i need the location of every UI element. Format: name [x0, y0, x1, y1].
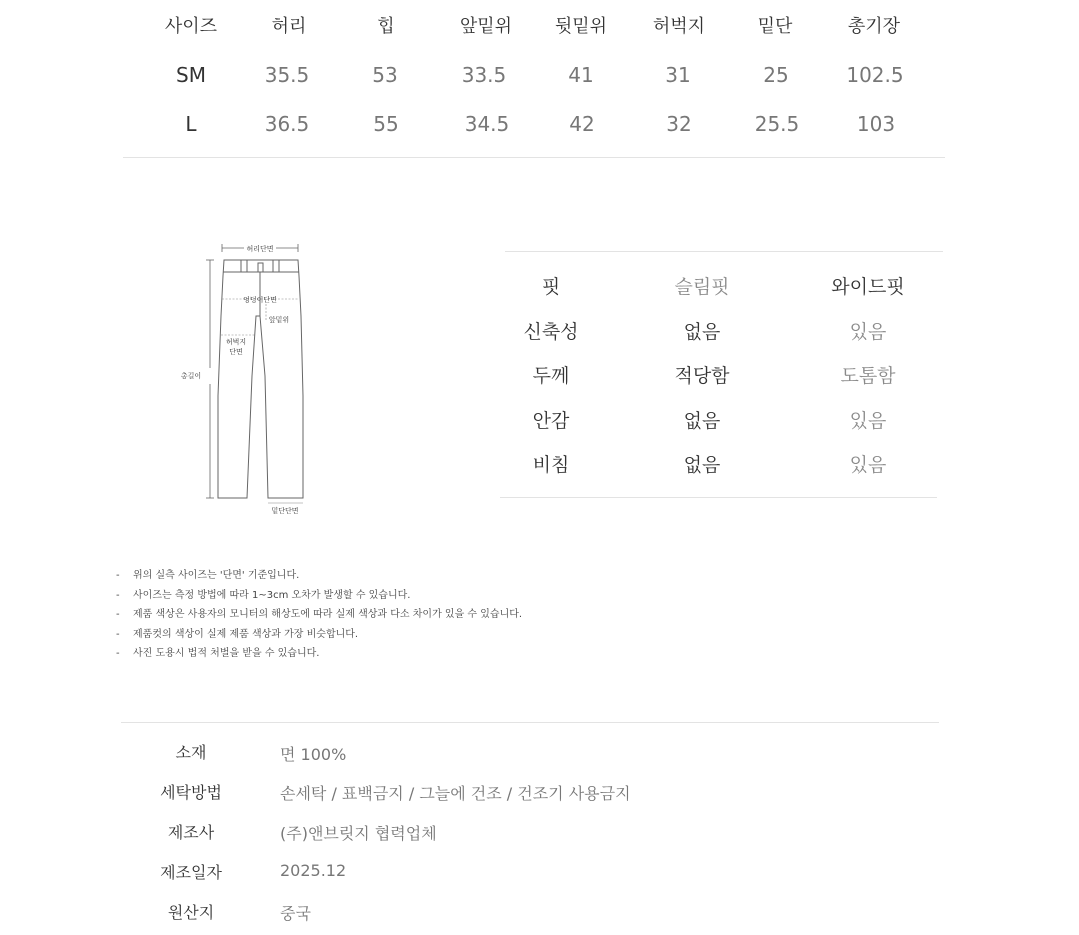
fit-row-label-thickness: 두께: [532, 365, 570, 387]
size-cell-sm-back-rise: 41: [568, 63, 594, 87]
info-label-material: 소재: [175, 743, 207, 762]
note-text: 제품컷의 색상이 실제 제품 색상과 가장 비슷합니다.: [133, 628, 359, 640]
info-label-washing: 세탁방법: [160, 783, 222, 802]
stretch-option-yes: 있음: [849, 321, 887, 343]
info-label-manufacturer: 제조사: [167, 823, 215, 842]
size-cell-l-back-rise: 42: [569, 112, 595, 136]
info-label-manufacture-date: 제조일자: [160, 863, 222, 882]
info-value-origin: 중국: [280, 904, 311, 923]
thickness-option-thick: 도톰함: [840, 365, 896, 387]
note-text: 사이즈는 측정 방법에 따라 1~3cm 오차가 발생할 수 있습니다.: [133, 589, 411, 601]
size-header-size: 사이즈: [164, 16, 218, 37]
size-cell-sm-size: SM: [176, 63, 206, 87]
diagram-label-hem: 밑단단면: [271, 507, 299, 515]
pants-diagram: [170, 236, 320, 521]
note-item: [116, 625, 522, 645]
size-cell-l-waist: 36.5: [264, 112, 310, 136]
fit-option-slim: 슬림핏: [674, 276, 730, 298]
size-header-thigh: 허벅지: [652, 16, 706, 37]
diagram-label-thigh: 허벅지: [225, 338, 247, 346]
note-dash: -: [116, 628, 120, 640]
lining-option-yes: 있음: [849, 410, 887, 432]
size-cell-l-hem: 25.5: [754, 112, 800, 136]
diagram-label-length: 총길이: [180, 372, 202, 380]
info-value-manufacturer: (주)앤브릿지 협력업체: [280, 824, 437, 843]
note-item: [116, 644, 522, 664]
size-header-back-rise: 뒷밑위: [554, 16, 608, 37]
note-text: 위의 실측 사이즈는 '단면' 기준입니다.: [133, 570, 300, 581]
diagram-label-front-rise: 앞밑위: [268, 316, 290, 324]
thickness-option-medium: 적당함: [674, 365, 730, 387]
size-cell-sm-thigh: 31: [665, 63, 691, 87]
fit-row-label-sheer: 비침: [532, 454, 570, 476]
note-item: [116, 605, 522, 625]
diagram-label-waist: 허리단면: [246, 245, 274, 253]
diagram-label-thigh-section: 단면: [229, 348, 243, 356]
note-dash: -: [116, 570, 120, 581]
size-cell-l-front-rise: 34.5: [464, 112, 510, 136]
size-cell-l-size: L: [185, 112, 197, 136]
fit-row-label-stretch: 신축성: [523, 321, 579, 343]
stretch-option-none: 없음: [683, 321, 721, 343]
info-table-divider: [121, 722, 939, 723]
size-header-hip: 힙: [377, 16, 395, 37]
note-dash: -: [116, 609, 120, 620]
size-header-waist: 허리: [271, 16, 307, 37]
info-value-washing: 손세탁 / 표백금지 / 그늘에 건조 / 건조기 사용금지: [280, 784, 631, 803]
size-cell-sm-hem: 25: [763, 63, 789, 87]
size-cell-sm-waist: 35.5: [264, 63, 310, 87]
sheer-option-yes: 있음: [849, 454, 887, 476]
note-item: [116, 566, 522, 586]
size-cell-l-length: 103: [856, 112, 896, 136]
sheer-option-none: 없음: [683, 454, 721, 476]
note-text: 사진 도용시 법적 처벌을 받을 수 있습니다.: [133, 648, 320, 659]
size-table-divider: [123, 157, 945, 158]
fit-table-bottom-divider: [500, 497, 937, 498]
note-dash: -: [116, 648, 120, 659]
size-header-hem: 밑단: [757, 16, 793, 37]
diagram-label-hip: 엉덩이단면: [243, 296, 277, 304]
lining-option-none: 없음: [683, 410, 721, 432]
note-dash: -: [116, 589, 120, 601]
size-header-front-rise: 앞밑위: [459, 16, 513, 37]
size-header-length: 총기장: [847, 16, 901, 37]
info-label-origin: 원산지: [167, 903, 215, 922]
fit-row-label-fit: 핏: [541, 276, 561, 298]
fit-table-top-divider: [505, 251, 943, 252]
fit-option-wide: 와이드핏: [831, 276, 905, 298]
info-value-manufacture-date: 2025.12: [280, 861, 347, 880]
fit-row-label-lining: 안감: [532, 410, 570, 432]
info-value-material: 면 100%: [280, 745, 347, 764]
size-cell-l-hip: 55: [373, 112, 399, 136]
notes-list: [116, 566, 522, 664]
size-cell-l-thigh: 32: [666, 112, 692, 136]
note-item: [116, 586, 522, 606]
size-cell-sm-length: 102.5: [846, 63, 904, 87]
size-cell-sm-front-rise: 33.5: [461, 63, 507, 87]
note-text: 제품 색상은 사용자의 모니터의 해상도에 따라 실제 색상과 다소 차이가 있을 수 있습니다.: [133, 609, 523, 620]
size-cell-sm-hip: 53: [372, 63, 398, 87]
